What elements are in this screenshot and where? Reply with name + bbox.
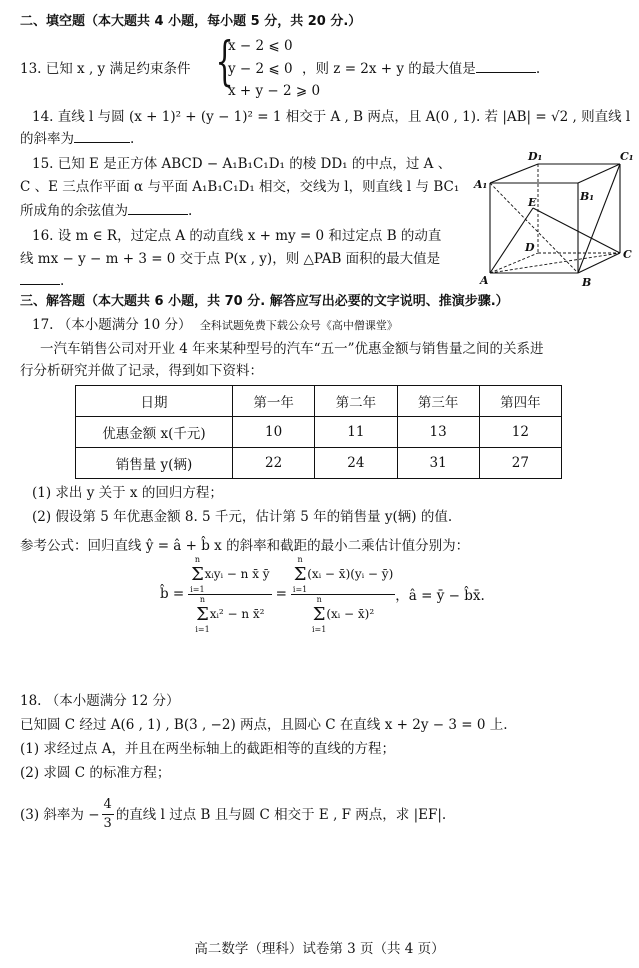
- regression-formula: [160, 554, 485, 634]
- sum-sign: [312, 595, 326, 634]
- formula-numerator-1: [188, 555, 271, 595]
- q18-part-3: [20, 796, 446, 833]
- q13-answer-blank: [476, 60, 536, 73]
- q15-end: .: [188, 203, 193, 219]
- formula-fraction-2: [291, 555, 395, 634]
- label-e: E: [528, 196, 537, 209]
- q17-intro-1: 一汽车销售公司对开业 4 年来某种型号的汽车“五一”优惠金额与销售量之间的关系进: [40, 341, 544, 357]
- line-a-c: [490, 253, 620, 273]
- q13-suffix: ，则 z = 2x + y 的最大值是: [302, 61, 476, 77]
- table-cell: 31: [397, 448, 479, 479]
- sum-bottom: i=1: [292, 584, 308, 594]
- formula-denominator-1: [195, 595, 264, 634]
- q18-slope-den: 3: [103, 816, 112, 831]
- edge-a1-d1: [490, 164, 538, 183]
- formula-bhat: b̂ =: [160, 586, 185, 602]
- label-c1: C₁: [620, 150, 634, 163]
- q18-part-3-post: 的直线 l 过点 B 且与圆 C 相交于 E , F 两点，求 |EF|.: [115, 806, 447, 823]
- page-footer: 高二数学（理科）试卷第 3 页（共 4 页）: [194, 941, 445, 957]
- q17-part-2: (2) 假设第 5 年优惠金额 8. 5 千元，估计第 5 年的销售量 y(辆) 的值.: [32, 509, 453, 525]
- formula-tail: ，â = ȳ − b̂x̄.: [395, 588, 485, 604]
- formula-num-2-text: (xᵢ − x̄)(yᵢ − ȳ): [307, 566, 394, 581]
- q18-part-2: (2) 求圆 C 的标准方程；: [20, 765, 171, 781]
- q15-line-3-text: 所成角的余弦值为: [20, 203, 128, 219]
- table-cell: 12: [479, 417, 561, 448]
- q18-slope-fraction: [102, 796, 114, 833]
- q13-constraint-1: x − 2 ⩽ 0: [228, 38, 293, 54]
- sum-top: n: [194, 554, 200, 564]
- sum-top: n: [199, 594, 206, 604]
- line-e-c: [533, 208, 620, 253]
- table-cell: 22: [233, 448, 315, 479]
- q15-line-3: [20, 202, 192, 220]
- table-row: [76, 448, 562, 479]
- label-b: B: [582, 276, 592, 289]
- table-cell: 优惠金额 x(千元): [76, 417, 233, 448]
- q16-line-2: 线 mx − y − m + 3 = 0 交于点 P(x , y)，则 △PAB 面积的最大值是: [20, 251, 441, 267]
- sum-sign: [195, 595, 209, 634]
- q17-title: 17. （本小题满分 10 分）: [32, 317, 192, 333]
- q17-title-line: [32, 316, 398, 335]
- table-row: [76, 417, 562, 448]
- sum-sigma: Σ: [191, 563, 204, 585]
- q14-line-1: 14. 直线 l 与圆 (x + 1)² + (y − 1)² = 1 相交于 A , B 两点，且 A(0 , 1). 若 |AB| = √2 , 则直线 l: [32, 109, 631, 125]
- sum-top: n: [316, 594, 322, 604]
- table-cell: 销售量 y(辆): [76, 448, 233, 479]
- sum-sigma: Σ: [293, 563, 307, 585]
- q13-brace: {: [215, 32, 234, 92]
- q13-constraint-3: x + y − 2 ⩾ 0: [228, 83, 321, 99]
- formula-den-2-text: (xᵢ − x̄)²: [326, 606, 375, 621]
- sum-sign: [293, 555, 307, 594]
- q16-line-3: [20, 272, 64, 290]
- table-cell: 11: [315, 417, 397, 448]
- table-header-cell: 第三年: [397, 386, 479, 417]
- q17-part-1: (1) 求出 y 关于 x 的回归方程；: [32, 485, 223, 501]
- sum-top: n: [297, 554, 303, 564]
- q14-end: .: [130, 131, 135, 147]
- label-c: C: [623, 248, 632, 261]
- section-2-header: 二、填空题（本大题共 4 小题，每小题 5 分，共 20 分.）: [20, 14, 362, 29]
- q14-line-2: [20, 130, 134, 148]
- sum-sign: [190, 555, 204, 594]
- table-cell: 13: [397, 417, 479, 448]
- q15-line-2: C 、E 三点作平面 α 与平面 A₁B₁C₁D₁ 相交，交线为 l，则直线 l 与 BC₁: [20, 179, 460, 195]
- label-d: D: [525, 241, 535, 254]
- cube-figure: [470, 148, 635, 290]
- formula-numerator-2: [291, 555, 395, 595]
- sum-sigma: Σ: [196, 603, 209, 625]
- q13-prefix: 13. 已知 x , y 满足约束条件: [20, 61, 191, 77]
- q16-answer-blank: [20, 272, 60, 285]
- table-header-cell: 第四年: [479, 386, 561, 417]
- q16-line-1: 16. 设 m ∈ R，过定点 A 的动直线 x + my = 0 和过定点 B 的动直: [32, 228, 442, 244]
- table-cell: 10: [233, 417, 315, 448]
- formula-num-1-text: xᵢyᵢ − n x̄ ȳ: [204, 566, 270, 581]
- q17-reference: 参考公式：回归直线 ŷ = â + b̂ x 的斜率和截距的最小二乘估计值分别为：: [20, 538, 470, 554]
- sum-sigma: Σ: [312, 603, 326, 625]
- table-header-cell: 日期: [76, 386, 233, 417]
- section-3-header: 三、解答题（本大题共 6 小题，共 70 分. 解答应写出必要的文字说明、推演步骤.）: [20, 294, 509, 309]
- q15-answer-blank: [128, 202, 188, 215]
- q13-constraint-2: y − 2 ⩽ 0: [228, 61, 293, 77]
- q13-end: .: [535, 61, 541, 77]
- q15-line-1: 15. 已知 E 是正方体 ABCD − A₁B₁C₁D₁ 的棱 DD₁ 的中点，过 A 、: [32, 156, 452, 172]
- formula-denominator-2: [312, 595, 374, 634]
- table-header-row: [76, 386, 562, 417]
- formula-equals: =: [275, 586, 287, 602]
- label-a1: A₁: [474, 178, 488, 191]
- formula-den-1-text: xᵢ² − n x̄²: [209, 606, 265, 621]
- q16-end: .: [60, 273, 65, 289]
- q18-title: 18. （本小题满分 12 分）: [20, 693, 180, 709]
- sum-bottom: i=1: [190, 584, 205, 594]
- formula-fraction-1: [188, 555, 271, 634]
- table-header-cell: 第一年: [233, 386, 315, 417]
- q13-question: [302, 60, 540, 78]
- q18-part-1: (1) 求经过点 A，并且在两坐标轴上的截距相等的直线的方程；: [20, 741, 395, 757]
- sum-bottom: i=1: [195, 624, 210, 634]
- q14-line-2-text: 的斜率为: [20, 131, 74, 147]
- table-cell: 27: [479, 448, 561, 479]
- q18-part-3-pre: (3) 斜率为 −: [20, 806, 100, 823]
- table-cell: 24: [315, 448, 397, 479]
- sum-bottom: i=1: [311, 624, 327, 634]
- label-a: A: [480, 274, 489, 287]
- q18-slope-num: 4: [102, 796, 114, 815]
- q14-answer-blank: [74, 130, 130, 143]
- q17-note: 全科试题免费下载公众号《高中僧课堂》: [199, 319, 398, 332]
- label-b1: B₁: [580, 190, 595, 203]
- q18-intro: 已知圆 C 经过 A(6 , 1) , B(3 , −2) 两点，且圆心 C 在直线 x + 2y − 3 = 0 上.: [20, 717, 508, 733]
- q17-data-table: [75, 385, 562, 479]
- q17-intro-2: 行分析研究并做了记录，得到如下资料：: [20, 363, 263, 379]
- table-header-cell: 第二年: [315, 386, 397, 417]
- label-d1: D₁: [528, 150, 543, 163]
